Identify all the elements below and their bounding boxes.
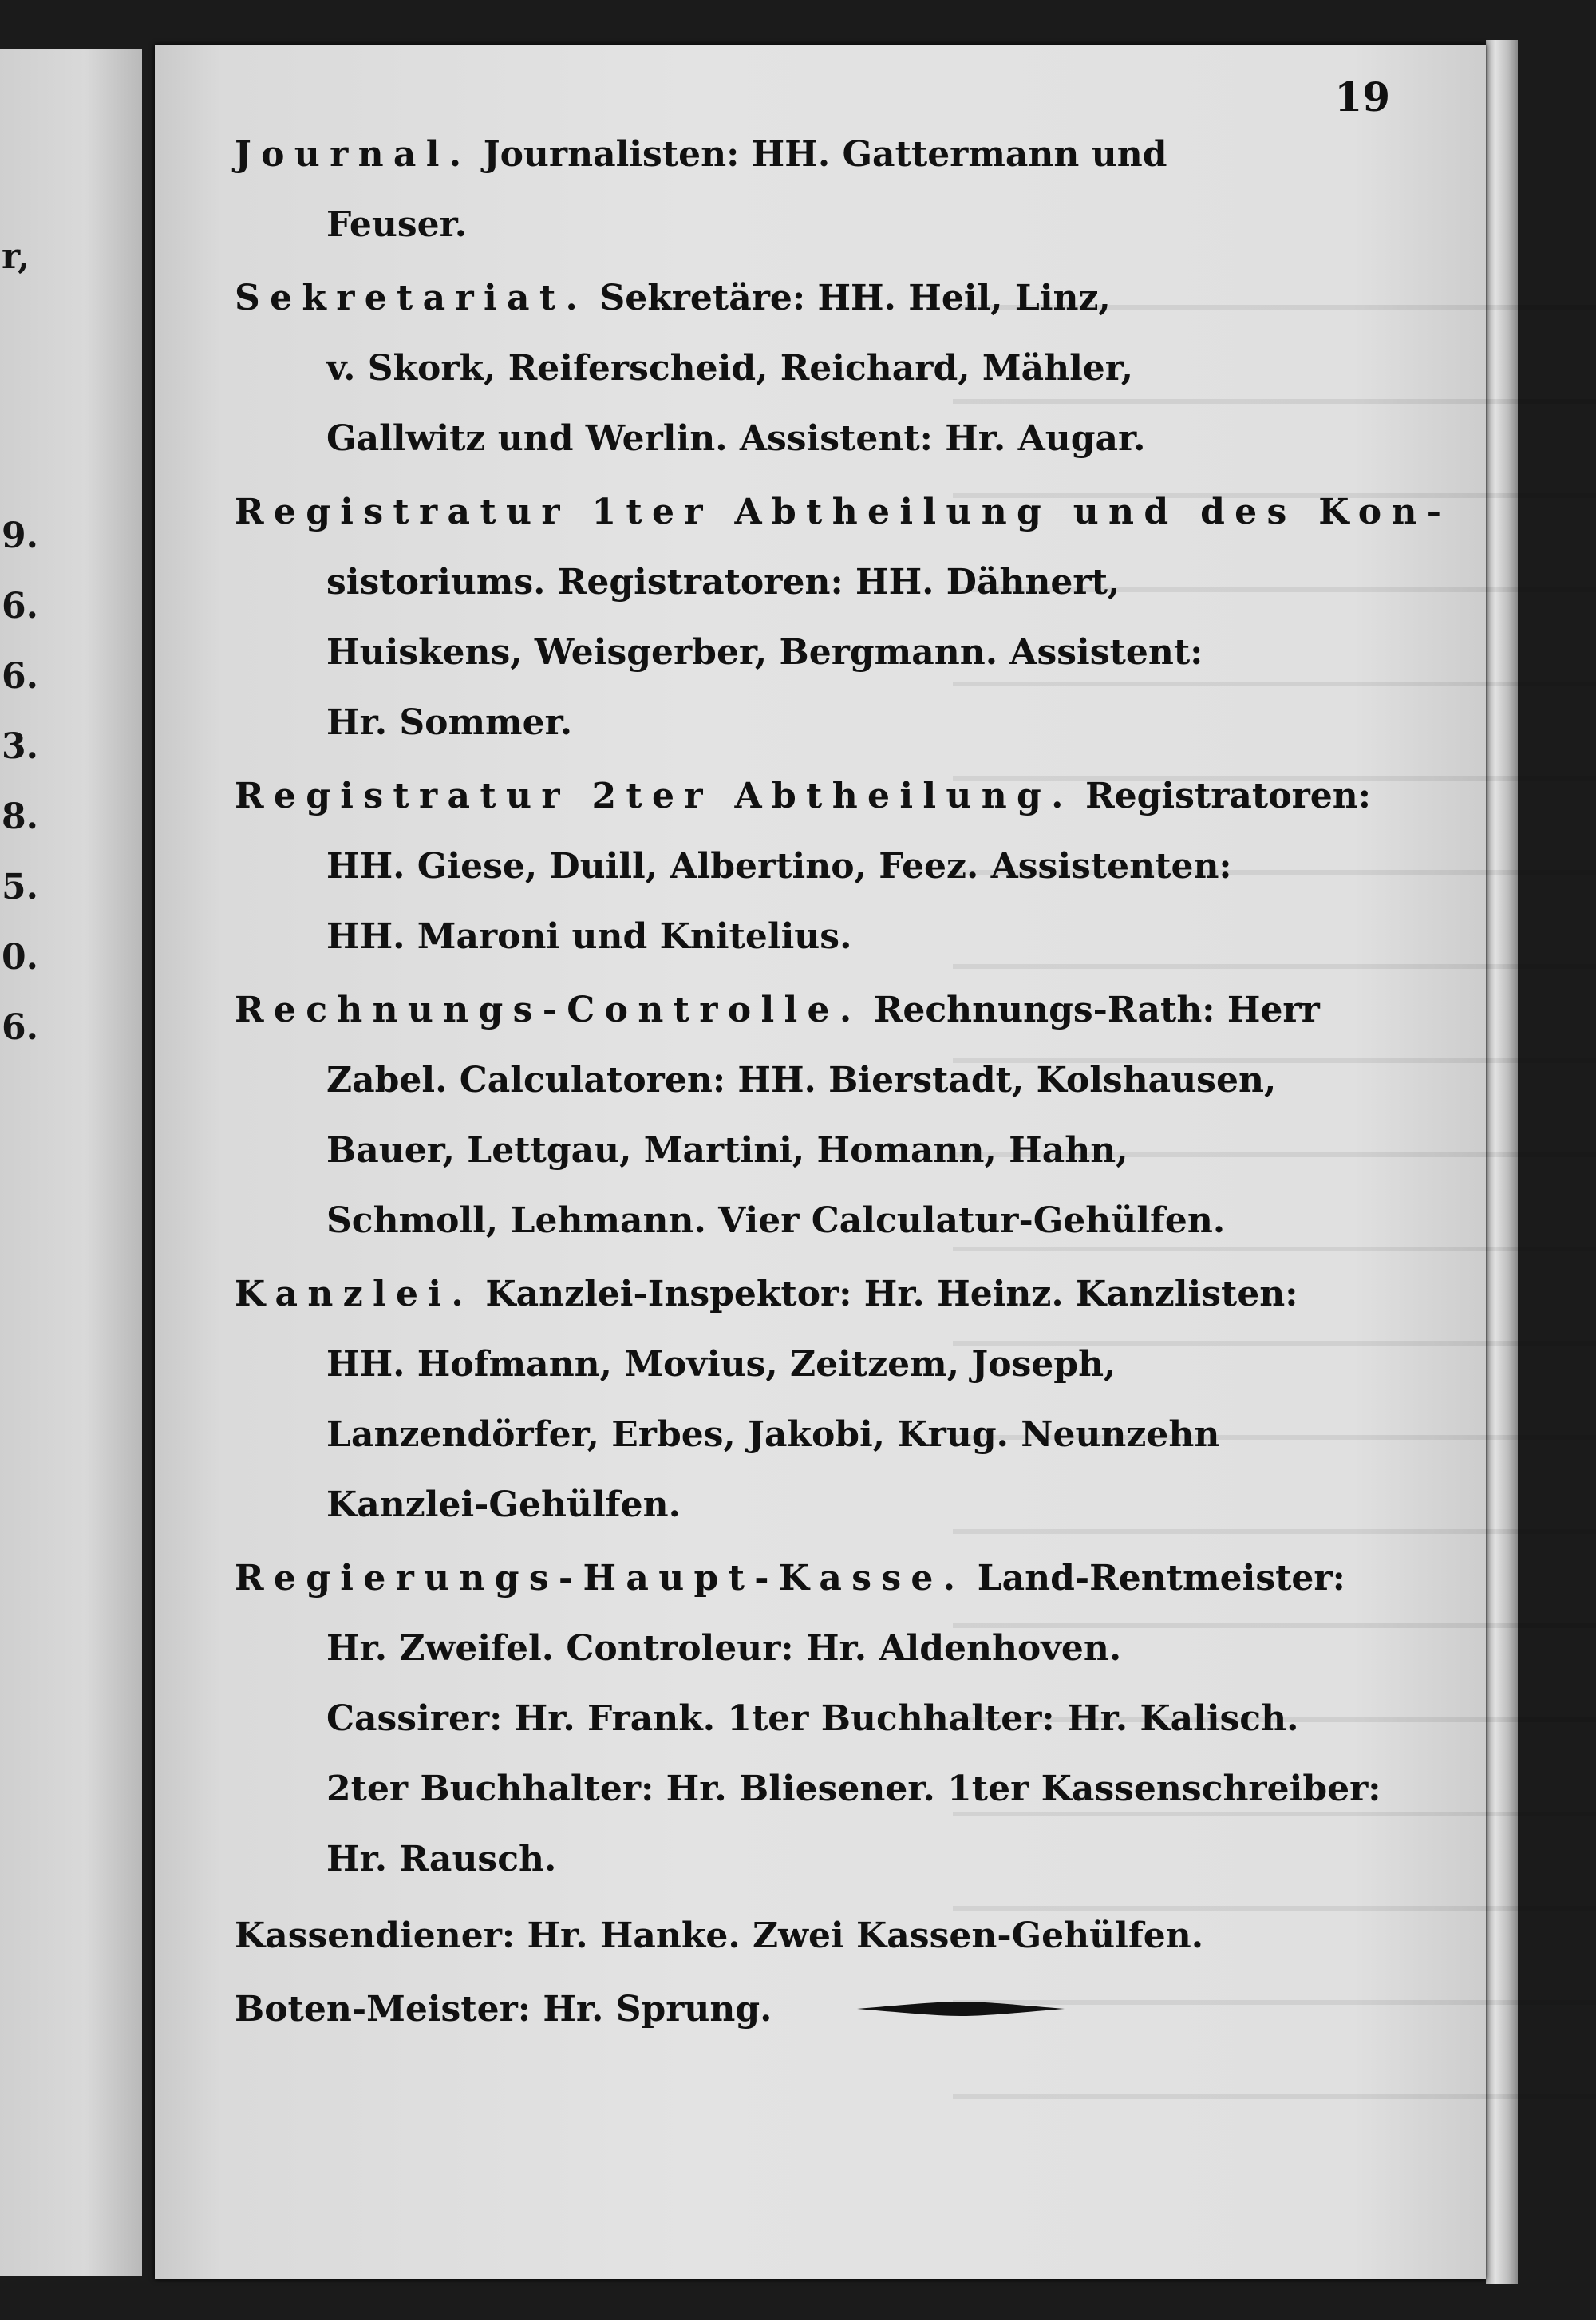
entry-text: Bauer, Lettgau, Martini, Homann, Hahn, xyxy=(326,1130,1128,1171)
entry-regierungs-haupt-kasse xyxy=(235,1543,1392,1895)
entry-heading: Sekretariat. xyxy=(235,278,588,318)
entry-text: Sekretäre: HH. Heil, Linz, xyxy=(599,278,1111,318)
entry-heading: Kanzlei. xyxy=(235,1274,474,1314)
entry-heading: Registratur 1ter Abtheilung und des Kon- xyxy=(235,492,1452,532)
entry-heading: Regierungs-Haupt-Kasse. xyxy=(235,1558,966,1599)
entry-registratur-2 xyxy=(235,761,1392,972)
entry-text: 2ter Buchhalter: Hr. Bliesener. 1ter Kassenschreiber: xyxy=(326,1769,1381,1809)
left-page-stub: 6. xyxy=(2,656,38,697)
entry-rechnungs-controlle xyxy=(235,975,1392,1256)
entry-text: Hr. Sommer. xyxy=(326,702,573,743)
entry-journal xyxy=(235,120,1392,260)
entry-text: Kassendiener: Hr. Hanke. Zwei Kassen-Gehülfen. xyxy=(235,1915,1204,1956)
entry-text: Cassirer: Hr. Frank. 1ter Buchhalter: Hr. Kalisch. xyxy=(326,1698,1299,1739)
entry-sekretariat xyxy=(235,263,1392,474)
entry-text: Hr. Zweifel. Controleur: Hr. Aldenhoven. xyxy=(326,1628,1122,1669)
entry-heading: Journal. xyxy=(235,134,472,175)
left-page-stub: 9. xyxy=(2,516,38,556)
entry-text: Schmoll, Lehmann. Vier Calculatur-Gehülfen. xyxy=(326,1200,1226,1241)
left-page-stub: 0. xyxy=(2,937,38,978)
entry-text: HH. Maroni und Knitelius. xyxy=(326,916,852,957)
entry-text: HH. Hofmann, Movius, Zeitzem, Joseph, xyxy=(326,1344,1116,1385)
left-page-stub: 6. xyxy=(2,586,38,626)
entry-kassendiener xyxy=(235,1901,1392,1971)
entry-text: Kanzlei-Gehülfen. xyxy=(326,1484,681,1525)
left-page-stub: 8. xyxy=(2,796,38,837)
entry-text: Registratoren: xyxy=(1085,776,1371,816)
entry-text: Rechnungs-Rath: Herr xyxy=(873,990,1320,1030)
left-page-stub: 3. xyxy=(2,726,38,767)
entry-text: Land-Rentmeister: xyxy=(977,1558,1345,1599)
entry-heading: Registratur 2ter Abtheilung. xyxy=(235,776,1073,816)
entry-text: Hr. Rausch. xyxy=(326,1839,557,1879)
left-page-stub: 6. xyxy=(2,1007,38,1048)
entry-text: Zabel. Calculatoren: HH. Bierstadt, Kolshausen, xyxy=(326,1060,1277,1101)
entry-text: Boten-Meister: Hr. Sprung. xyxy=(235,1989,772,2030)
entry-boten-meister xyxy=(235,1974,1392,2045)
page-number: 19 xyxy=(1334,73,1390,121)
entry-registratur-1 xyxy=(235,477,1452,758)
page-body xyxy=(235,120,1452,2048)
left-page-stub: 5. xyxy=(2,867,38,907)
entry-text: Kanzlei-Inspektor: Hr. Heinz. Kanzlisten: xyxy=(485,1274,1298,1314)
entry-text: Gallwitz und Werlin. Assistent: Hr. Augar. xyxy=(326,418,1146,459)
left-page-stub: r, xyxy=(2,236,30,277)
entry-text: HH. Giese, Duill, Albertino, Feez. Assistenten: xyxy=(326,846,1232,887)
entry-text: Huiskens, Weisgerber, Bergmann. Assistent: xyxy=(326,632,1203,673)
left-page-fragment xyxy=(0,0,160,2320)
entry-text: sistoriums. Registratoren: HH. Dähnert, xyxy=(326,562,1120,603)
entry-kanzlei xyxy=(235,1259,1392,1540)
entry-text: Journalisten: HH. Gattermann und xyxy=(483,134,1167,175)
entry-text: v. Skork, Reiferscheid, Reichard, Mähler, xyxy=(326,348,1134,389)
entry-text: Feuser. xyxy=(326,204,468,245)
left-page-strip xyxy=(0,49,142,2276)
entry-text: Lanzendörfer, Erbes, Jakobi, Krug. Neunzehn xyxy=(326,1414,1220,1455)
entry-heading: Rechnungs-Controlle. xyxy=(235,990,862,1030)
